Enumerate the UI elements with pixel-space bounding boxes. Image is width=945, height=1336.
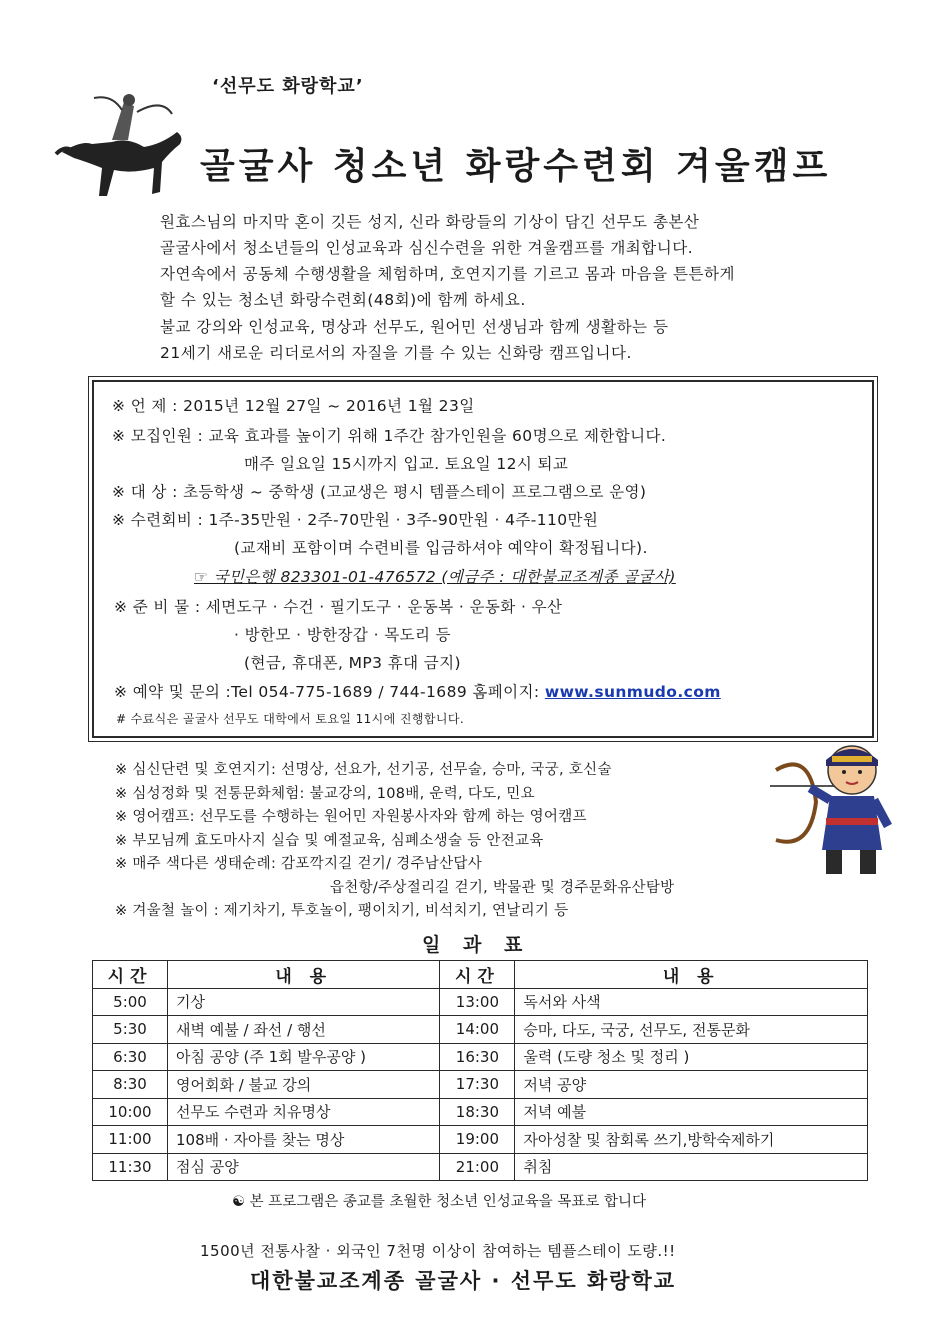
program-item: ※ 부모님께 효도마사지 실습 및 예절교육, 심폐소생술 등 안전교육 bbox=[115, 832, 544, 849]
program-item: 읍천항/주상절리길 걷기, 박물관 및 경주문화유산탐방 bbox=[330, 879, 675, 896]
activity-cell: 독서와 사색 bbox=[515, 988, 868, 1016]
activity-cell: 점심 공양 bbox=[168, 1153, 440, 1181]
temple-tagline: 1500년 전통사찰 · 외국인 7천명 이상이 참여하는 템플스테이 도량.!! bbox=[200, 1242, 676, 1260]
activity-cell: 취침 bbox=[515, 1153, 868, 1181]
activity-cell: 저녁 공양 bbox=[515, 1071, 868, 1099]
activity-cell: 선무도 수련과 치유명상 bbox=[168, 1098, 440, 1126]
info-contact bbox=[114, 680, 721, 702]
organization-name: 대한불교조계종 골굴사 · 선무도 화랑학교 bbox=[250, 1269, 677, 1293]
info-prep-detail: · 방한모 · 방한장갑 · 목도리 등 bbox=[234, 626, 452, 644]
time-cell: 14:00 bbox=[440, 1016, 515, 1044]
activity-cell: 저녁 예불 bbox=[515, 1098, 868, 1126]
table-row bbox=[93, 1098, 868, 1126]
bank-account: ☞ 국민은행 823301-01-476572 (예금주 : 대한불교조계종 골굴사) bbox=[194, 568, 676, 586]
activity-cell: 울력 (도량 청소 및 정리 ) bbox=[515, 1043, 868, 1071]
intro-line: 할 수 있는 청소년 화랑수련회(48회)에 함께 하세요. bbox=[160, 291, 526, 309]
program-list bbox=[115, 758, 674, 923]
activity-cell: 새벽 예불 / 좌선 / 행선 bbox=[168, 1016, 440, 1044]
table-row bbox=[93, 1153, 868, 1181]
activity-cell: 영어회화 / 불교 강의 bbox=[168, 1071, 440, 1099]
program-item: ※ 매주 색다른 생태순례: 감포깍지길 걷기/ 경주남산답사 bbox=[115, 856, 483, 872]
ceremony-note: # 수료식은 골굴사 선무도 대학에서 토요일 11시에 진행합니다. bbox=[116, 712, 465, 726]
table-row bbox=[93, 988, 868, 1016]
info-prep: ※ 준 비 물 : 세면도구 · 수건 · 필기도구 · 운동복 · 운동화 · 우산 bbox=[114, 598, 563, 616]
website-link[interactable]: www.sunmudo.com bbox=[544, 683, 721, 701]
contact-text: ※ 예약 및 문의 :Tel 054-775-1689 / 744-1689 홈페이지: bbox=[114, 683, 545, 701]
time-cell: 5:30 bbox=[93, 1016, 168, 1044]
table-row bbox=[93, 1071, 868, 1099]
program-item: ※ 겨울철 놀이 : 제기차기, 투호놀이, 팽이치기, 비석치기, 연날리기 등 bbox=[115, 903, 569, 919]
program-item: ※ 영어캠프: 선무도를 수행하는 원어민 자원봉사자와 함께 하는 영어캠프 bbox=[115, 809, 587, 825]
activity-cell: 자아성찰 및 참회록 쓰기,방학숙제하기 bbox=[515, 1126, 868, 1154]
time-cell: 18:30 bbox=[440, 1098, 515, 1126]
time-cell: 10:00 bbox=[93, 1098, 168, 1126]
info-date: ※ 언 제 : 2015년 12월 27일 ~ 2016년 1월 23일 bbox=[112, 397, 475, 415]
page-title: 골굴사 청소년 화랑수련회 겨울캠프 bbox=[200, 146, 832, 187]
time-cell: 17:30 bbox=[440, 1071, 515, 1099]
archer-illustration bbox=[770, 740, 900, 880]
time-cell: 8:30 bbox=[93, 1071, 168, 1099]
time-cell: 13:00 bbox=[440, 988, 515, 1016]
intro-line: 골굴사에서 청소년들의 인성교육과 심신수련을 위한 겨울캠프를 개최합니다. bbox=[160, 239, 694, 257]
activity-cell: 아침 공양 (주 1회 발우공양 ) bbox=[168, 1043, 440, 1071]
intro-line: 원효스님의 마지막 혼이 깃든 성지, 신라 화랑들의 기상이 담긴 선무도 총본산 bbox=[160, 213, 700, 231]
intro-paragraph bbox=[160, 209, 735, 313]
time-cell: 16:30 bbox=[440, 1043, 515, 1071]
schedule-title: 일 과 표 bbox=[422, 934, 531, 956]
schedule-table bbox=[92, 960, 868, 1181]
time-cell: 5:00 bbox=[93, 988, 168, 1016]
info-fee-note: (교재비 포함이며 수련비를 입금하셔야 예약이 확정됩니다). bbox=[234, 539, 648, 557]
program-item: ※ 심신단련 및 호연지기: 선명상, 선요가, 선기공, 선무술, 승마, 국궁, 호신술 bbox=[115, 762, 612, 778]
info-recruit-detail: 매주 일요일 15시까지 입교. 토요일 12시 퇴교 bbox=[244, 455, 569, 473]
intro-line: 불교 강의와 인성교육, 명상과 선무도, 원어민 선생님과 함께 생활하는 등 bbox=[160, 318, 669, 336]
program-note: ☯ 본 프로그램은 종교를 초월한 청소년 인성교육을 목표로 합니다 bbox=[232, 1194, 647, 1210]
activity-cell: 기상 bbox=[168, 988, 440, 1016]
info-recruit: ※ 모집인원 : 교육 효과를 높이기 위해 1주간 참가인원을 60명으로 제한합니다. bbox=[112, 427, 667, 445]
info-fee: ※ 수련회비 : 1주-35만원 · 2주-70만원 · 3주-90만원 · 4주-110만원 bbox=[112, 511, 599, 529]
intro-line: 자연속에서 공동체 수행생활을 체험하며, 호연지기를 기르고 몸과 마음을 튼튼하게 bbox=[160, 265, 735, 283]
horse-rider-illustration bbox=[52, 92, 202, 210]
subtitle: ‘선무도 화랑학교’ bbox=[212, 76, 364, 97]
table-row bbox=[93, 1126, 868, 1154]
time-header: 시간 bbox=[440, 961, 515, 989]
program-item: ※ 심성정화 및 전통문화체험: 불교강의, 108배, 운력, 다도, 민요 bbox=[115, 785, 535, 802]
time-header: 시간 bbox=[93, 961, 168, 989]
intro-paragraph-2 bbox=[160, 314, 668, 366]
content-header: 내 용 bbox=[515, 961, 868, 989]
time-cell: 6:30 bbox=[93, 1043, 168, 1071]
time-cell: 11:00 bbox=[93, 1126, 168, 1154]
info-prep-warning: (현금, 휴대폰, MP3 휴대 금지) bbox=[244, 654, 461, 672]
content-header: 내 용 bbox=[168, 961, 440, 989]
table-row bbox=[93, 1043, 868, 1071]
intro-line: 21세기 새로운 리더로서의 자질을 기를 수 있는 신화랑 캠프입니다. bbox=[160, 344, 632, 362]
time-cell: 11:30 bbox=[93, 1153, 168, 1181]
table-header-row bbox=[93, 961, 868, 989]
time-cell: 19:00 bbox=[440, 1126, 515, 1154]
activity-cell: 승마, 다도, 국궁, 선무도, 전통문화 bbox=[515, 1016, 868, 1044]
activity-cell: 108배 · 자아를 찾는 명상 bbox=[168, 1126, 440, 1154]
info-target: ※ 대 상 : 초등학생 ~ 중학생 (고교생은 평시 템플스테이 프로그램으로 운영) bbox=[112, 483, 647, 501]
table-row bbox=[93, 1016, 868, 1044]
info-box bbox=[92, 380, 874, 738]
time-cell: 21:00 bbox=[440, 1153, 515, 1181]
